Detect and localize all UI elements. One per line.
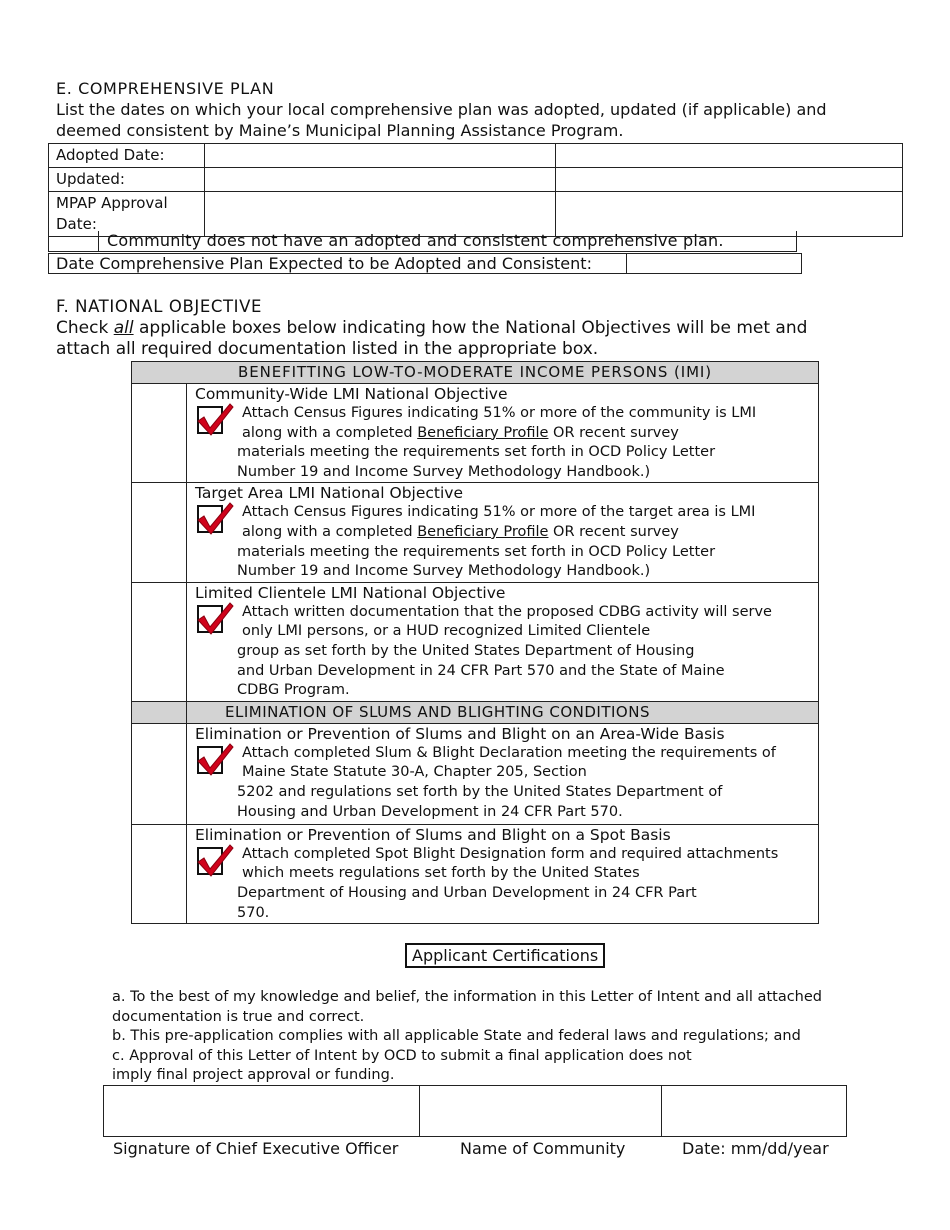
adopted-date-field-2[interactable] — [556, 144, 903, 168]
adopted-date-field-1[interactable] — [205, 144, 556, 168]
slum-spot-basis-body — [187, 845, 818, 923]
table-row — [49, 144, 903, 168]
intro-emphasis: all — [113, 318, 134, 338]
checkmark-icon — [195, 402, 235, 438]
cert-c-line1: c. Approval of this Letter of Intent by OCD to submit a final application does not — [112, 1047, 692, 1064]
signature-field[interactable] — [104, 1086, 420, 1137]
expected-date-field[interactable] — [627, 254, 801, 273]
lmi-community-wide-cell — [187, 384, 819, 483]
table-row — [49, 168, 903, 192]
section-e-intro-line1: List the dates on which your local comprehensive plan was adopted, updated (if applicable) and — [56, 100, 827, 119]
section-f-intro — [56, 318, 936, 360]
checkmark-icon — [195, 501, 235, 537]
lmi-community-wide-body — [187, 404, 818, 482]
desc-line: Department of Housing and Urban Development in 24 CFR Part — [237, 884, 697, 901]
slum-spot-basis-title: Elimination or Prevention of Slums and Blight on a Spot Basis — [195, 825, 671, 844]
lmi-limited-clientele-title: Limited Clientele LMI National Objective — [195, 583, 506, 602]
expected-date-row — [48, 253, 802, 274]
table-row — [132, 483, 819, 582]
table-row — [132, 824, 819, 923]
desc-line: OR recent survey — [548, 523, 679, 540]
slum-area-wide-select-cell[interactable] — [132, 723, 187, 824]
no-plan-row — [48, 231, 797, 252]
desc-line: 5202 and regulations set forth by the United States Department of — [237, 783, 723, 800]
lmi-limited-clientele-body — [187, 603, 818, 701]
section-e-heading: E. COMPREHENSIVE PLAN — [56, 79, 275, 98]
desc-line: Attach written documentation that the proposed CDBG activity will serve — [242, 603, 772, 620]
signature-table — [103, 1085, 847, 1137]
desc-line: Attach completed Spot Blight Designation form and required attachments — [242, 845, 779, 862]
checked-checkbox[interactable] — [197, 605, 223, 633]
desc-line: group as set forth by the United States Department of Housing — [237, 642, 695, 659]
slum-area-wide-cell — [187, 723, 819, 824]
updated-field-2[interactable] — [556, 168, 903, 192]
checkmark-icon — [195, 843, 235, 879]
table-row — [132, 384, 819, 483]
slum-area-wide-body — [187, 744, 818, 822]
desc-line: Attach Census Figures indicating 51% or more of the target area is LMI — [242, 504, 756, 521]
table-row — [132, 701, 819, 723]
certifications-text — [112, 988, 872, 1086]
checked-checkbox[interactable] — [197, 847, 223, 875]
lmi-target-area-title: Target Area LMI National Objective — [195, 484, 463, 503]
date-field[interactable] — [662, 1086, 847, 1137]
desc-line: which meets regulations set forth by the United States — [242, 865, 640, 882]
updated-label: Updated: — [49, 168, 205, 192]
desc-line: Attach completed Slum & Blight Declaration meeting the requirements of — [242, 744, 776, 761]
desc-line: 570. — [237, 904, 270, 921]
desc-line: Housing and Urban Development in 24 CFR Part 570. — [237, 803, 623, 820]
intro-pre: Check — [56, 318, 114, 338]
no-plan-checkbox[interactable] — [49, 231, 98, 251]
desc-line: Maine State Statute 30-A, Chapter 205, Section — [242, 764, 587, 781]
lmi-community-wide-select-cell[interactable] — [132, 384, 187, 483]
checked-checkbox[interactable] — [197, 746, 223, 774]
desc-line: only LMI persons, or a HUD recognized Limited Clientele — [242, 623, 651, 640]
checkmark-icon — [195, 601, 235, 637]
expected-date-label: Date Comprehensive Plan Expected to be Adopted and Consistent: — [56, 254, 592, 273]
adopted-date-label: Adopted Date: — [49, 144, 205, 168]
no-plan-divider — [98, 231, 99, 251]
lmi-limited-clientele-cell — [187, 582, 819, 701]
table-row — [132, 582, 819, 701]
lmi-target-area-select-cell[interactable] — [132, 483, 187, 582]
section-e-intro-line2: deemed consistent by Maine’s Municipal Planning Assistance Program. — [56, 121, 624, 140]
lmi-target-area-body — [187, 503, 818, 581]
desc-line: Attach Census Figures indicating 51% or more of the community is LMI — [242, 405, 757, 421]
checked-checkbox[interactable] — [197, 505, 223, 533]
cert-a-line2: documentation is true and correct. — [112, 1008, 365, 1025]
lmi-limited-clientele-select-cell[interactable] — [132, 582, 187, 701]
beneficiary-profile-link[interactable]: Beneficiary Profile — [417, 424, 549, 441]
lmi-community-wide-title: Community-Wide LMI National Objective — [195, 385, 508, 403]
community-name-field[interactable] — [420, 1086, 662, 1137]
desc-line: Number 19 and Income Survey Methodology Handbook.) — [237, 463, 651, 480]
slum-header-spacer — [132, 701, 187, 723]
section-f-heading: F. NATIONAL OBJECTIVE — [56, 297, 263, 316]
table-row — [132, 723, 819, 824]
desc-line: along with a completed — [242, 424, 418, 441]
checked-checkbox[interactable] — [197, 406, 223, 434]
table-row — [104, 1086, 847, 1137]
lmi-section-header: BENEFITTING LOW-TO-MODERATE INCOME PERSONS (IMI) — [132, 362, 819, 384]
signature-label: Signature of Chief Executive Officer — [113, 1139, 399, 1158]
table-row — [132, 362, 819, 384]
section-e-intro — [56, 99, 936, 141]
national-objective-table — [131, 361, 819, 924]
desc-line: OR recent survey — [548, 424, 679, 441]
desc-line: along with a completed — [242, 523, 418, 540]
slum-spot-basis-cell — [187, 824, 819, 923]
mpap-approval-label: MPAP Approval Date: — [49, 192, 205, 237]
desc-line: Number 19 and Income Survey Methodology Handbook.) — [237, 563, 651, 580]
no-plan-text: Community does not have an adopted and consistent comprehensive plan. — [107, 231, 724, 250]
cert-a-line1: a. To the best of my knowledge and belief, the information in this Letter of Intent and all attached — [112, 989, 822, 1005]
slum-area-wide-title: Elimination or Prevention of Slums and Blight on an Area-Wide Basis — [195, 724, 725, 743]
beneficiary-profile-link[interactable]: Beneficiary Profile — [417, 523, 549, 540]
comprehensive-plan-table — [48, 143, 903, 237]
community-name-label: Name of Community — [460, 1139, 626, 1158]
desc-line: materials meeting the requirements set forth in OCD Policy Letter — [237, 444, 716, 461]
desc-line: CDBG Program. — [237, 682, 350, 699]
checkmark-icon — [195, 742, 235, 778]
lmi-target-area-cell — [187, 483, 819, 582]
certifications-title: Applicant Certifications — [405, 943, 605, 968]
cert-b: b. This pre-application complies with all applicable State and federal laws and regulations; and — [112, 1028, 801, 1045]
date-label: Date: mm/dd/year — [682, 1139, 829, 1158]
slum-section-header: ELIMINATION OF SLUMS AND BLIGHTING CONDITIONS — [187, 701, 819, 723]
slum-spot-basis-select-cell[interactable] — [132, 824, 187, 923]
desc-line: materials meeting the requirements set forth in OCD Policy Letter — [237, 543, 716, 560]
section-f-intro-line2: attach all required documentation listed in the appropriate box. — [56, 339, 599, 359]
intro-post: applicable boxes below indicating how the National Objectives will be met and — [133, 318, 808, 338]
updated-field-1[interactable] — [205, 168, 556, 192]
desc-line: and Urban Development in 24 CFR Part 570 and the State of Maine — [237, 662, 725, 679]
section-f-intro-line1 — [56, 318, 936, 339]
cert-c-line2: imply final project approval or funding. — [112, 1067, 395, 1084]
